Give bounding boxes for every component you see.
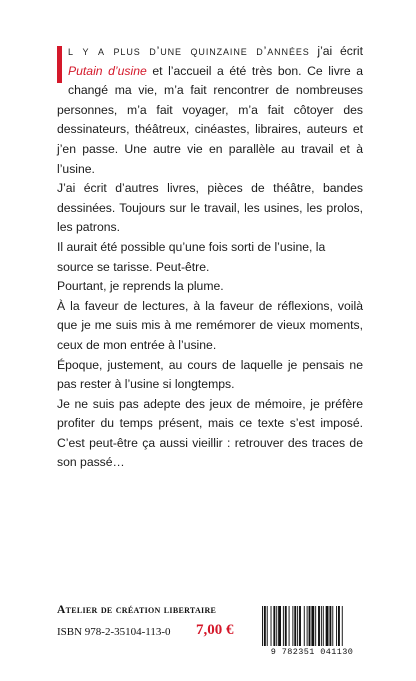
barcode-bar: [329, 606, 331, 646]
barcode-bar: [307, 606, 308, 646]
barcode-bar: [342, 606, 343, 646]
barcode-bar: [292, 606, 293, 646]
barcode-bar: [336, 606, 337, 646]
paragraph-7: Je ne suis pas adepte des jeux de mémoire, je préfère profiter du temps présent, mais ce texte s’est imposé. C’est peut-être ça aussi vieillir : retrouver des traces de son passé…: [57, 396, 363, 470]
paragraph-2: J’ai écrit d’autres livres, pièces de théâtre, bandes dessinées. Toujours sur le travail, les usines, les prolos, les patrons.: [57, 181, 363, 235]
barcode-bar: [267, 606, 268, 646]
paragraph-5: À la faveur de lectures, à la faveur de réflexions, voilà que je me suis mis à me remémorer de vieux moments, ceux de mon entrée à l’usine.: [57, 298, 363, 352]
barcode-bar: [294, 606, 296, 646]
paragraph-4: Pourtant, je reprends la plume.: [57, 279, 224, 294]
barcode-bar: [278, 606, 281, 646]
barcode: [258, 604, 366, 656]
paragraph-1: [57, 42, 363, 179]
barcode-bar: [299, 606, 301, 646]
price: 7,00 €: [196, 622, 234, 638]
barcode-bar: [323, 606, 324, 646]
barcode-bar: [309, 606, 311, 646]
barcode-bar: [289, 606, 290, 646]
paragraph-1-rest: et l’accueil a été très bon. Ce livre a changé ma vie, m’a fait rencontrer de nombreuses personnes, m’a fait voyager, m’a fait côtoyer des dessinateurs, théâtreux, cinéastes, libraires, auteurs et j’en passe. Une autre vie en parallèle au travail et à l’usine.: [57, 63, 363, 176]
publisher-name: Atelier de création libertaire: [57, 604, 217, 616]
barcode-bar: [304, 606, 305, 646]
barcode-digits: 9 782351 041130: [258, 647, 366, 657]
paragraph-3: Il aurait été possible qu’une fois sorti de l’usine, la source se tarisse. Peut-être.: [57, 239, 326, 274]
isbn: ISBN 978-2-35104-113-0: [57, 626, 171, 638]
barcode-bar: [285, 606, 287, 646]
barcode-bar: [311, 606, 314, 646]
back-cover-text: [57, 42, 363, 473]
barcode-bar: [338, 606, 340, 646]
barcode-bar: [315, 606, 316, 646]
barcode-bar: [262, 606, 263, 646]
barcode-bar: [326, 606, 329, 646]
barcode-bar: [297, 606, 298, 646]
barcode-bar: [321, 606, 322, 646]
barcode-bar: [271, 606, 272, 646]
red-dropcap-bar: [57, 46, 62, 83]
barcode-bar: [273, 606, 275, 646]
barcode-bar: [264, 606, 266, 646]
intro-rest: j’ai écrit: [309, 44, 363, 58]
book-title: Putain d’usine: [68, 63, 147, 78]
paragraph-6: Époque, justement, au cours de laquelle je pensais ne pas rester à l’usine si longtemps.: [57, 357, 363, 392]
barcode-bar: [318, 606, 320, 646]
barcode-bar: [283, 606, 284, 646]
barcode-bar: [332, 606, 333, 646]
back-cover-footer: [57, 604, 363, 657]
intro-smallcaps: l y a plus d’une quinzaine d’années: [68, 44, 310, 58]
barcode-bar: [276, 606, 277, 646]
